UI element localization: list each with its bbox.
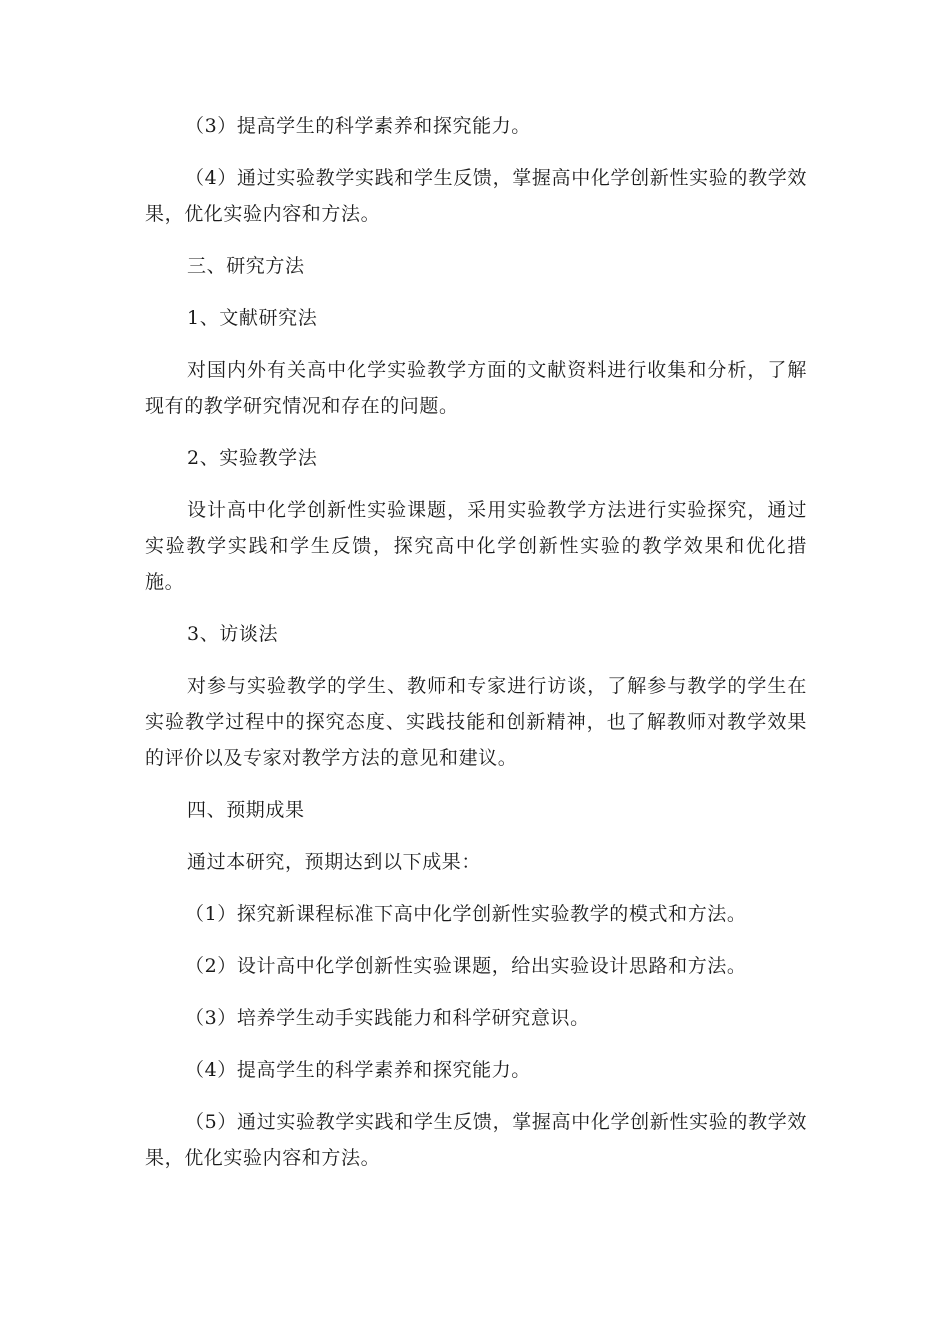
method-heading-literature: 1、文献研究法 — [187, 307, 318, 329]
outcome-item-3: （3）培养学生动手实践能力和科学研究意识。 — [185, 1007, 590, 1029]
document-body — [145, 108, 807, 1192]
method-heading-interview: 3、访谈法 — [187, 623, 279, 645]
method-heading-experiment: 2、实验教学法 — [187, 447, 318, 469]
method-text-literature: 对国内外有关高中化学实验教学方面的文献资料进行收集和分析，了解现有的教学研究情况和存在的问题。 — [145, 359, 807, 417]
objective-item-4: （4）通过实验教学实践和学生反馈，掌握高中化学创新性实验的教学效果，优化实验内容和方法。 — [145, 167, 807, 225]
section-heading-methods: 三、研究方法 — [187, 255, 305, 277]
method-text-experiment: 设计高中化学创新性实验课题，采用实验教学方法进行实验探究，通过实验教学实践和学生反馈，探究高中化学创新性实验的教学效果和优化措施。 — [145, 499, 807, 593]
outcome-item-4: （4）提高学生的科学素养和探究能力。 — [185, 1059, 531, 1081]
method-text-interview: 对参与实验教学的学生、教师和专家进行访谈，了解参与教学的学生在实验教学过程中的探究态度、实践技能和创新精神，也了解教师对教学效果的评价以及专家对教学方法的意见和建议。 — [145, 675, 807, 769]
outcomes-intro: 通过本研究，预期达到以下成果： — [187, 851, 482, 873]
outcome-item-2: （2）设计高中化学创新性实验课题，给出实验设计思路和方法。 — [185, 955, 747, 977]
outcome-item-5: （5）通过实验教学实践和学生反馈，掌握高中化学创新性实验的教学效果，优化实验内容和方法。 — [145, 1111, 807, 1169]
outcome-item-1: （1）探究新课程标准下高中化学创新性实验教学的模式和方法。 — [185, 903, 747, 925]
section-heading-outcomes: 四、预期成果 — [187, 799, 305, 821]
objective-item-3: （3）提高学生的科学素养和探究能力。 — [185, 115, 531, 137]
